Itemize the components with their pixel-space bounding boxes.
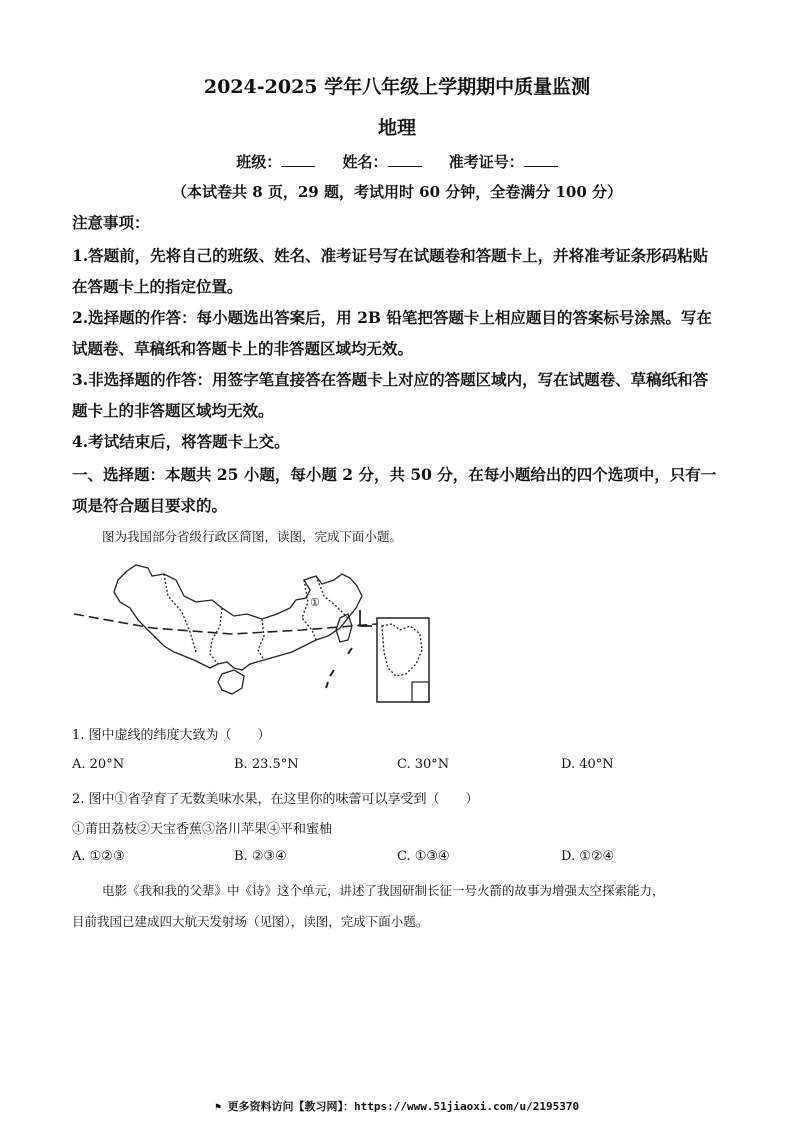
question-1-stem: 1. 图中虚线的纬度大致为（ ） bbox=[72, 728, 271, 743]
instruction-1-line1: 1.答题前，先将自己的班级、姓名、准考证号写在试题卷和答题卡上，并将准考证条形码粘贴 bbox=[72, 246, 709, 265]
class-blank bbox=[281, 152, 315, 167]
question-2-choices: ①莆田荔枝②天宝香蕉③洛川苹果④平和蜜柚 bbox=[72, 822, 333, 837]
province-map-figure bbox=[72, 556, 442, 706]
name-label: 姓名： bbox=[342, 153, 388, 171]
section1-line1: 一、选择题：本题共 25 小题，每小题 2 分，共 50 分，在每小题给出的四个选项中，只有一 bbox=[72, 465, 717, 484]
section1-line2: 项是符合题目要求的。 bbox=[72, 496, 228, 515]
exam-title: 2024-2025 学年八年级上学期期中质量监测 bbox=[203, 76, 591, 98]
instruction-2-line1: 2.选择题的作答：每小题选出答案后，用 2B 铅笔把答题卡上相应题目的答案标号涂黑。写在 bbox=[72, 308, 712, 327]
footer-text: 更多资料访问【教习网】：https://www.51jiaoxi.com/u/2195370 bbox=[227, 1100, 580, 1113]
instruction-4: 4.考试结束后，将答题卡上交。 bbox=[72, 432, 290, 451]
instruction-2-line2: 试题卷、草稿纸和答题卡上的非答题区域均无效。 bbox=[72, 339, 414, 358]
map-outline-west bbox=[114, 565, 362, 670]
passage-line1: 电影《我和我的父辈》中《诗》这个单元，讲述了我国研制长征一号火箭的故事为增强太空探索能力， bbox=[102, 883, 665, 898]
q1-option-b: B. 23.5°N bbox=[234, 757, 299, 772]
q2-option-b: B. ②③④ bbox=[234, 849, 287, 864]
id-label: 准考证号： bbox=[448, 153, 524, 171]
question-2-stem: 2. 图中①省孕育了无数美味水果，在这里你的味蕾可以享受到（ ） bbox=[72, 792, 479, 807]
class-label: 班级： bbox=[236, 153, 282, 171]
map-caption: 图为我国部分省级行政区简图，读图，完成下面小题。 bbox=[102, 529, 403, 544]
footer-link[interactable] bbox=[0, 1098, 794, 1114]
q1-option-d: D. 40°N bbox=[561, 757, 614, 772]
student-info-fields bbox=[0, 151, 794, 172]
instruction-3-line2: 题卡上的非答题区域均无效。 bbox=[72, 401, 274, 420]
instructions-heading: 注意事项： bbox=[72, 213, 150, 232]
id-blank bbox=[524, 152, 558, 167]
q2-option-a: A. ①②③ bbox=[72, 849, 125, 864]
exam-subject: 地理 bbox=[377, 117, 416, 139]
q1-option-a: A. 20°N bbox=[72, 757, 125, 772]
exam-note: （本试卷共 8 页，29 题，考试用时 60 分钟，全卷满分 100 分） bbox=[171, 183, 623, 201]
map-marker-1: ① bbox=[310, 596, 320, 609]
instruction-1-line2: 在答题卡上的指定位置。 bbox=[72, 277, 243, 296]
q2-option-c: C. ①③④ bbox=[397, 849, 450, 864]
passage-line2: 目前我国已建成四大航天发射场（见图），读图，完成下面小题。 bbox=[72, 914, 429, 929]
flag-icon: ⚑ bbox=[214, 1102, 221, 1113]
q1-option-c: C. 30°N bbox=[397, 757, 450, 772]
q2-option-d: D. ①②④ bbox=[561, 849, 615, 864]
instruction-3-line1: 3.非选择题的作答：用签字笔直接答在答题卡上对应的答题区域内，写在试题卷、草稿纸和答 bbox=[72, 370, 709, 389]
name-blank bbox=[388, 152, 422, 167]
